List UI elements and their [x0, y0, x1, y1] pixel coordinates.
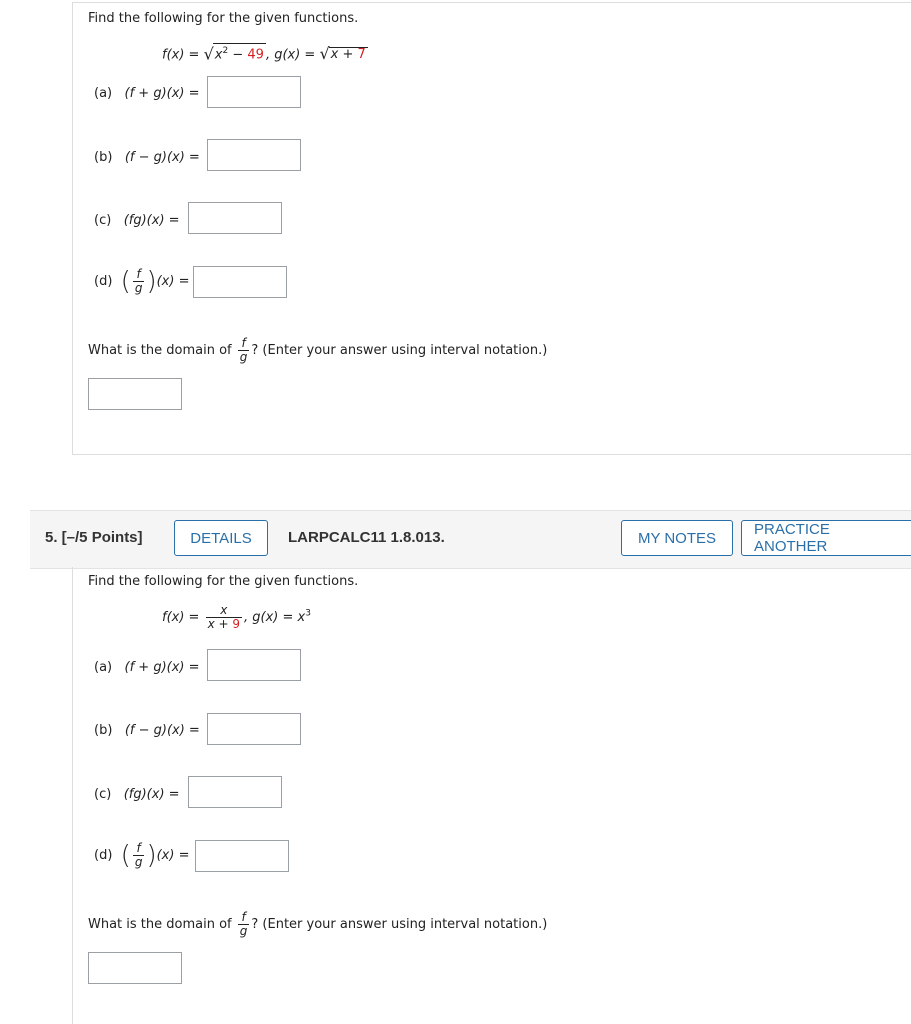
part-c-label-2: (c) (fg)(x) =: [94, 787, 180, 802]
practice-another-button[interactable]: PRACTICE ANOTHER: [741, 520, 911, 556]
domain-input-2[interactable]: [88, 952, 182, 984]
details-button[interactable]: DETAILS: [174, 520, 268, 556]
answer-input-d-2[interactable]: [195, 840, 289, 872]
answer-input-b-2[interactable]: [207, 713, 301, 745]
answer-input-c-2[interactable]: [188, 776, 282, 808]
part-b-label-2: (b) (f − g)(x) =: [94, 723, 200, 738]
function-definitions-2: f(x) = $\frac{x}{x + 9}$ , $g(x) = x^3$: [162, 603, 311, 631]
part-a-label: (a) (f + g)(x) =: [94, 86, 200, 101]
part-c-label: (c) (fg)(x) =: [94, 213, 180, 228]
domain-question: What is the domain of $\frac{f}{g}$ ? (Enter your answer using interval notation.): [88, 336, 548, 364]
part-b-label: (b) (f − g)(x) =: [94, 150, 200, 165]
card-top-border: [72, 2, 911, 3]
problem-prompt: Find the following for the given functions.: [88, 11, 359, 26]
question-number: 5. [–/5 Points]: [45, 529, 143, 546]
card-left-border: [72, 2, 73, 454]
domain-question-2: What is the domain of $\frac{f}{g}$ ? (Enter your answer using interval notation.): [88, 910, 548, 938]
card-left-border-2: [72, 567, 73, 1024]
function-definitions: $f(x) = √x^2 - 49$ , g(x) = √x + 7: [162, 44, 366, 64]
answer-input-a[interactable]: [207, 76, 301, 108]
problem-code: LARPCALC11 1.8.013.: [288, 529, 445, 546]
part-a-label-2: (a) (f + g)(x) =: [94, 660, 200, 675]
answer-input-d[interactable]: [193, 266, 287, 298]
my-notes-button[interactable]: MY NOTES: [621, 520, 733, 556]
domain-input[interactable]: [88, 378, 182, 410]
part-d-label: (d) ( $\frac{f}{g}$ )(x) =: [94, 266, 190, 297]
problem-prompt-2: Find the following for the given functions.: [88, 574, 359, 589]
answer-input-b[interactable]: [207, 139, 301, 171]
part-d-label-2: (d) ( $\frac{f}{g}$ )(x) =: [94, 840, 190, 871]
answer-input-c[interactable]: [188, 202, 282, 234]
card-bottom-border: [72, 454, 911, 455]
answer-input-a-2[interactable]: [207, 649, 301, 681]
